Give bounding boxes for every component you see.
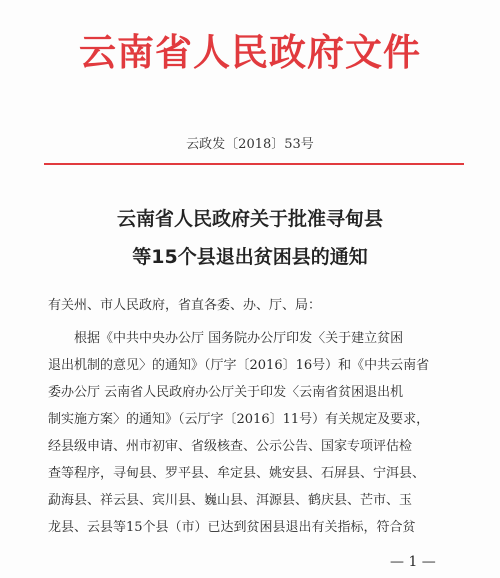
red-divider-line (44, 163, 464, 165)
body-text-line: 根据《中共中央办公厅 国务院办公厅印发〈关于建立贫困 (74, 331, 404, 346)
body-text-line: 委办公厅 云南省人民政府办公厅关于印发〈云南省贫困退出机 (48, 385, 404, 400)
body-text-line: 经县级申请、州市初审、省级核查、公示公告、国家专项评估检 (48, 439, 413, 454)
addressee-line: 有关州、市人民政府，省直各委、办、厅、局： (48, 298, 322, 313)
body-text-line: 勐海县、祥云县、宾川县、巍山县、洱源县、鹤庆县、芒市、玉 (48, 493, 413, 508)
header-title: 云南省人民政府文件 (79, 31, 421, 74)
body-text-line: 制实施方案〉的通知》（云厅字〔2016〕11号）有关规定及要求， (48, 412, 430, 427)
notice-title-line-2: 等15个县退出贫困县的通知 (132, 246, 368, 268)
body-text-line: 龙县、云县等15个县（市）已达到贫困县退出有关指标，符合贫 (48, 520, 416, 535)
notice-title-line-1: 云南省人民政府关于批准寻甸县 (116, 208, 383, 230)
body-text-line: 退出机制的意见〉的通知》（厅字〔2016〕16号）和《中共云南省 (48, 358, 430, 373)
page-number: — 1 — (390, 554, 436, 570)
body-text-line: 查等程序，寻甸县、罗平县、牟定县、姚安县、石屏县、宁洱县、 (48, 466, 426, 481)
document-number: 云政发〔2018〕53号 (186, 137, 314, 152)
